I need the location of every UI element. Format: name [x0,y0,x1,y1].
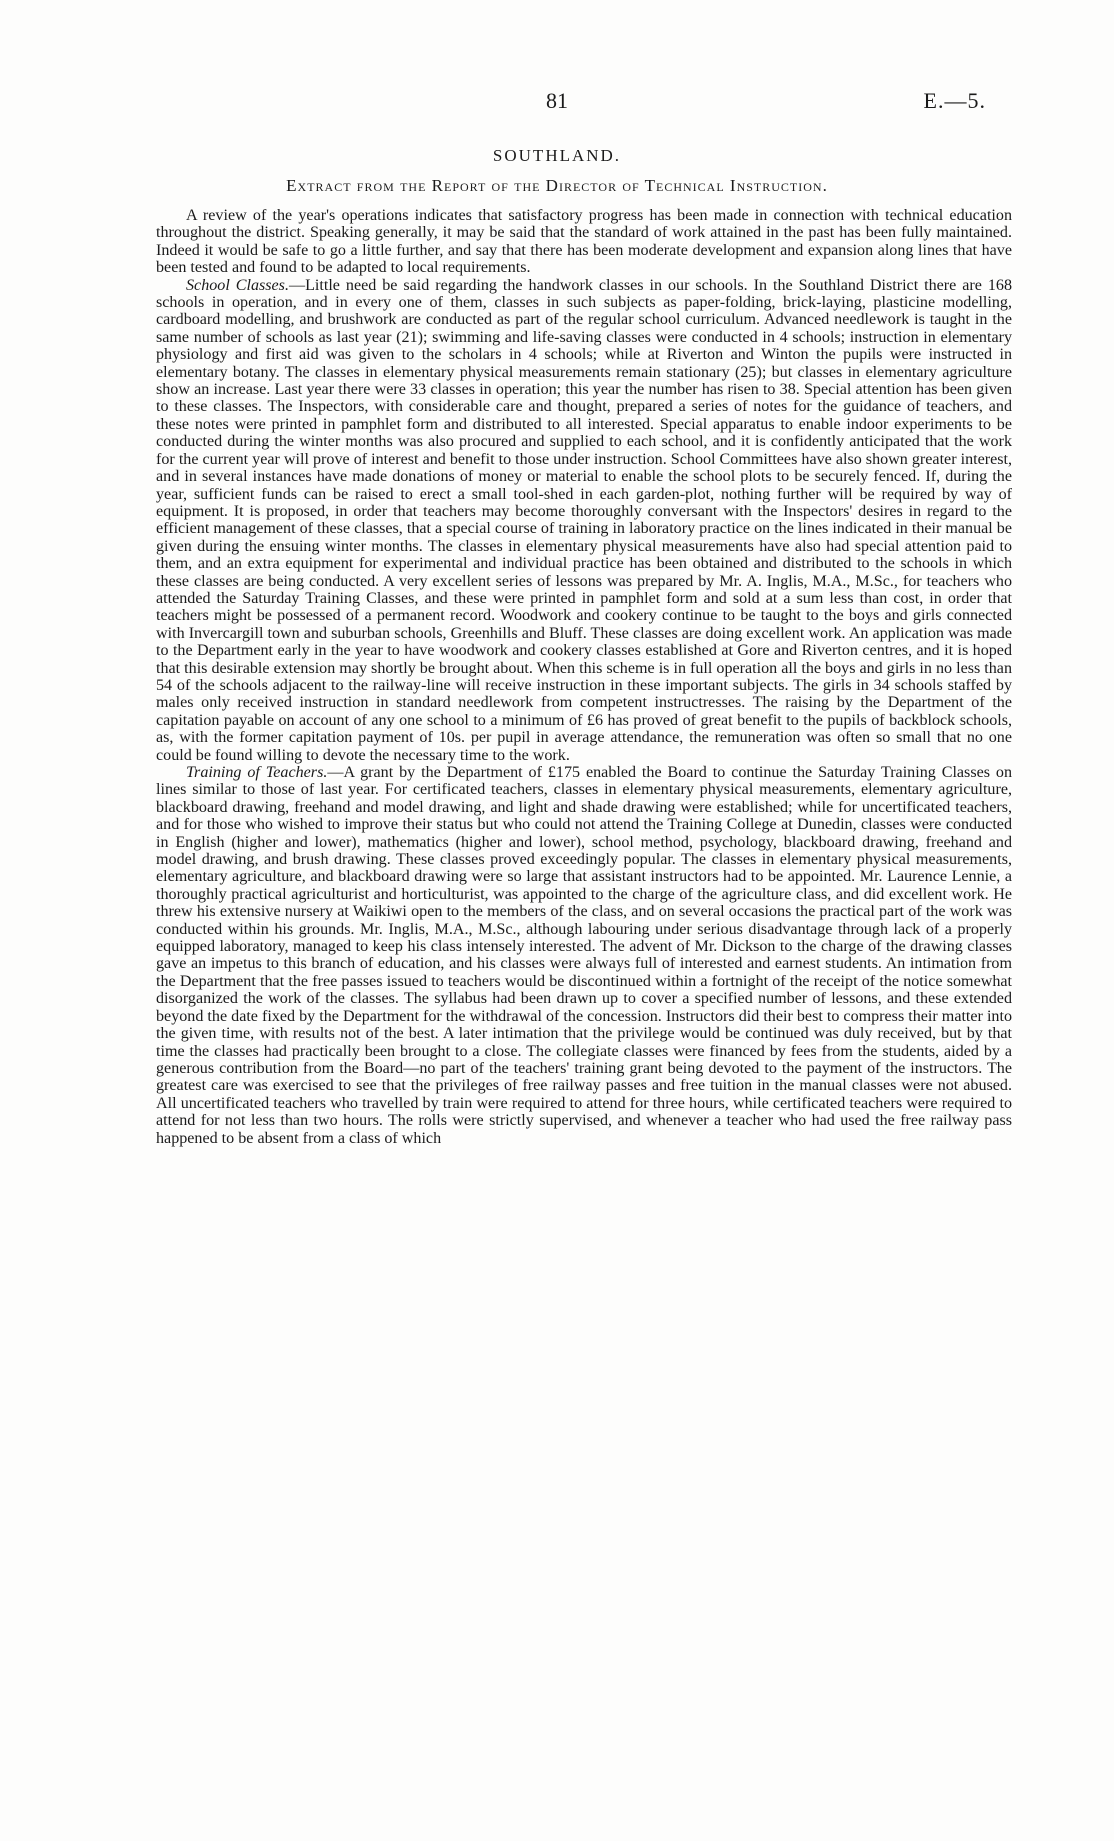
school-classes-text: —Little need be said regarding the handwork classes in our schools. In the Southland District there are 168 schools in operation, and in every one of them, classes in such subjects as paper-folding, brick-laying, plasticine modelling, cardboard modelling, and brushwork are conducted as part of the regular school curriculum. Advanced needlework is taught in the same number of schools as last year (21); swimming and life-saving classes were conducted in 4 schools; instruction in elementary physiology and first aid was given to the scholars in 4 schools; while at Riverton and Winton the pupils were instructed in elementary botany. The classes in elementary physical measurements remain stationary (25); but classes in elementary agriculture show an increase. Last year there were 33 classes in operation; this year the number has risen to 38. Special attention has been given to these classes. The Inspectors, with considerable care and thought, prepared a series of notes for the guidance of teachers, and these notes were printed in pamphlet form and distributed to all interested. Special apparatus to enable indoor experiments to be conducted during the winter months was also procured and supplied to each school, and it is confidently anticipated that the work for the current year will prove of interest and benefit to those under instruction. School Committees have also shown greater interest, and in several instances have made donations of money or material to enable the school plots to be securely fenced. If, during the year, sufficient funds can be raised to erect a small tool-shed in each garden-plot, nothing further will be required by way of equipment. It is proposed, in order that teachers may become thoroughly conversant with the Inspectors' desires in regard to the efficient management of these classes, that a special course of training in laboratory practice on the lines indicated in their manual be given during the ensuing winter months. The classes in elementary physical measurements have also had special attention paid to them, and an extra equipment for experimental and individual practice has been obtained and distributed to the schools in which these classes are being conducted. A very excellent series of lessons was prepared by Mr. A. Inglis, M.A., M.Sc., for teachers who attended the Saturday Training Classes, and these were printed in pamphlet form and sold at a sum less than cost, in order that teachers might be possessed of a permanent record. Woodwork and cookery continue to be taught to the boys and girls connected with Invercargill town and suburban schools, Greenhills and Bluff. These classes are doing excellent work. An application was made to the Department early in the year to have woodwork and cookery classes established at Gore and Riverton centres, and it is hoped that this desirable extension may shortly be brought about. When this scheme is in full operation all the boys and girls in no less than 54 of the schools adjacent to the railway-line will receive instruction in these important subjects. The girls in 34 schools staffed by males only received instruction in standard needlework from competent instructresses. The raising by the Department of the capitation payable on account of any one school to a minimum of £6 has proved of great benefit to the pupils of backblock schools, as, with the former capitation payment of 10s. per pupil in average attendance, the remuneration was often so small that no one could be found willing to devote the necessary time to the work. [156,276,1012,764]
page-number: 81 [546,88,568,113]
training-of-teachers-heading: Training of Teachers. [186,764,328,781]
training-of-teachers-paragraph [156,764,1012,1147]
school-classes-paragraph [156,277,1012,764]
section-title: SOUTHLAND. [492,146,622,165]
report-body [156,207,1012,1147]
training-of-teachers-text: —A grant by the Department of £175 enabled the Board to continue the Saturday Training Classes on lines similar to those of last year. For certificated teachers, classes in elementary physical measurements, elementary agriculture, blackboard drawing, freehand and model drawing, and light and shade drawing were established; while for uncertificated teachers, and for those who wished to improve their status but who could not attend the Training College at Dunedin, classes were conducted in English (higher and lower), mathematics (higher and lower), school method, psychology, blackboard drawing, freehand and model drawing, and brush drawing. These classes proved exceedingly popular. The classes in elementary physical measurements, elementary agriculture, and blackboard drawing were so large that assistant instructors had to be appointed. Mr. Laurence Lennie, a thoroughly practical agriculturist and horticulturist, was appointed to the charge of the agriculture class, and did excellent work. He threw his extensive nursery at Waikiwi open to the members of the class, and on several occasions the practical part of the work was conducted within his grounds. Mr. Inglis, M.A., M.Sc., although labouring under serious disadvantage through lack of a properly equipped laboratory, managed to keep his class intensely interested. The advent of Mr. Dickson to the charge of the drawing classes gave an impetus to this branch of education, and his classes were always full of interested and earnest students. An intimation from the Department that the free passes issued to teachers would be discontinued within a fortnight of the receipt of the notice somewhat disorganized the work of the classes. The syllabus had been drawn up to cover a specified number of lessons, and these extended beyond the date fixed by the Department for the withdrawal of the concession. Instructors did their best to compress their matter into the given time, with results not of the best. A later intimation that the privilege would be continued was duly received, but by that time the classes had practically been brought to a close. The collegiate classes were financed by fees from the students, aided by a generous contribution from the Board—no part of the teachers' training grant being devoted to the payment of the instructors. The greatest care was exercised to see that the privileges of free railway passes and free tuition in the manual classes were not abused. All uncertificated teachers who travelled by train were required to attend for three hours, while certificated teachers were required to attend for not less than two hours. The rolls were strictly supervised, and whenever a teacher who had used the free railway pass happened to be absent from a class of which [156,764,1012,1147]
intro-paragraph [156,207,1012,277]
school-classes-heading: School Classes. [186,276,289,294]
intro-paragraph-text: A review of the year's operations indicates that satisfactory progress has been made in connection with technical education throughout the district. Speaking generally, it may be said that the standard of work attained in the past has been fully maintained. Indeed it would be safe to go a little further, and say that there has been moderate development and expansion along lines that have been tested and found to be adapted to local requirements. [156,207,1012,277]
report-subtitle: Extract from the Report of the Director of Technical Instruction. [286,176,828,195]
document-reference: E.—5. [923,88,986,113]
